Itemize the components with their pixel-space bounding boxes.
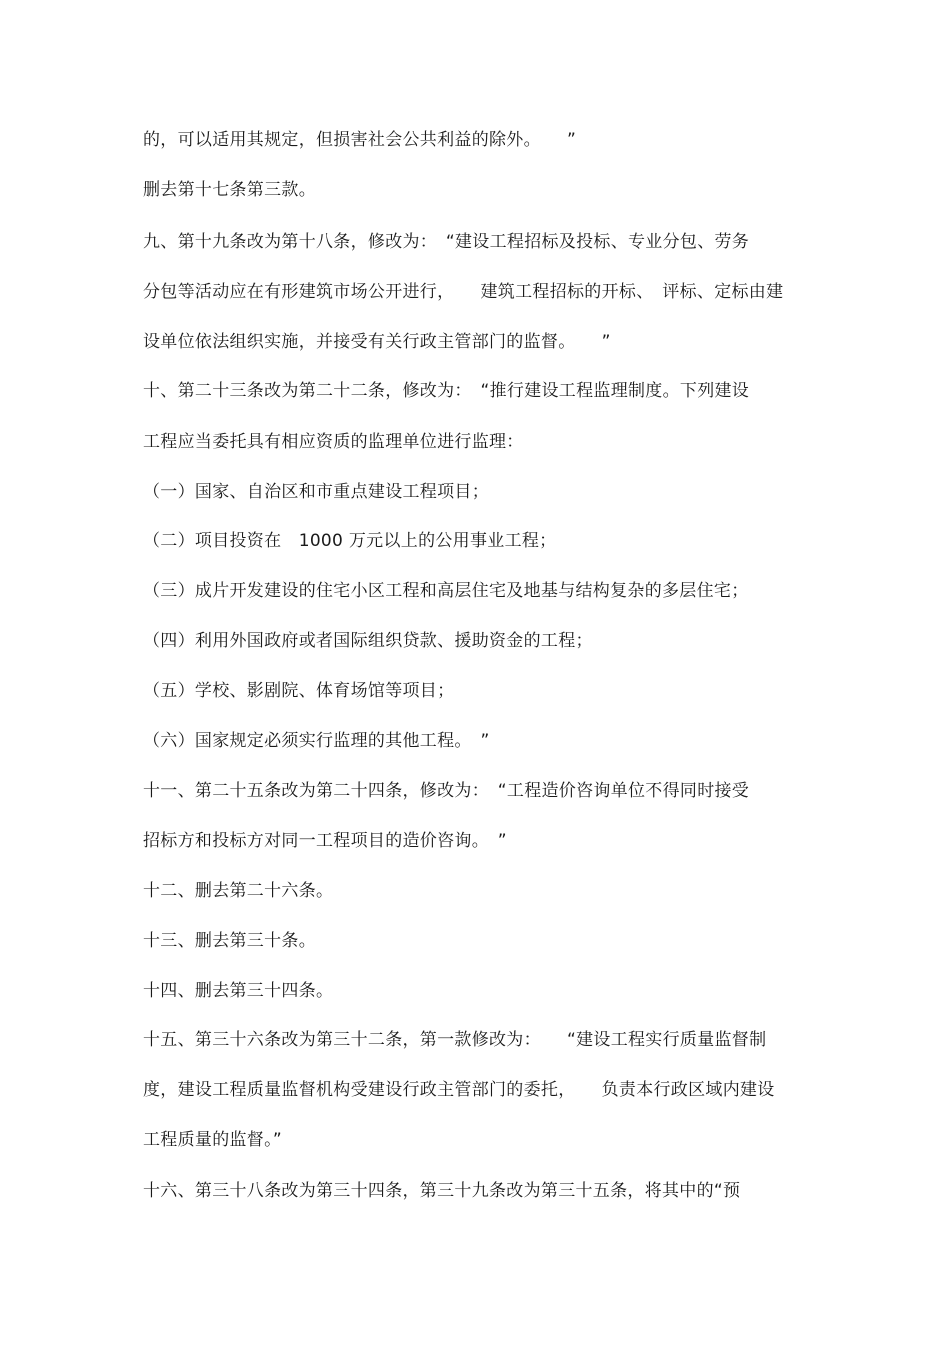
text-line: （五）学校、影剧院、体育场馆等项目； [143, 681, 455, 701]
text-line: 的，可以适用其规定，但损害社会公共利益的除外。 ” [143, 130, 577, 150]
text-line: 十二、删去第二十六条。 [143, 881, 334, 901]
text-line: 十五、第三十六条改为第三十二条，第一款修改为： “建设工程实行质量监督制 [143, 1030, 767, 1050]
text-line: 分包等活动应在有形建筑市场公开进行， 建筑工程招标的开标、 评标、定标由建 [143, 282, 784, 302]
text-line: 工程质量的监督。” [143, 1130, 283, 1150]
text-line: 删去第十七条第三款。 [143, 180, 316, 200]
text-line: （四）利用外国政府或者国际组织贷款、援助资金的工程； [143, 631, 593, 651]
text-line: 十四、删去第三十四条。 [143, 981, 334, 1001]
text-line: 十六、第三十八条改为第三十四条，第三十九条改为第三十五条，将其中的“预 [143, 1181, 741, 1201]
text-line: （二）项目投资在 1000 万元以上的公用事业工程； [143, 531, 557, 551]
text-line: （六）国家规定必须实行监理的其他工程。 ” [143, 731, 490, 751]
text-line: （三）成片开发建设的住宅小区工程和高层住宅及地基与结构复杂的多层住宅； [143, 581, 749, 601]
text-line: 十、第二十三条改为第二十二条，修改为： “推行建设工程监理制度。下列建设 [143, 381, 750, 401]
text-line: 工程应当委托具有相应资质的监理单位进行监理： [143, 432, 524, 452]
text-line: 设单位依法组织实施，并接受有关行政主管部门的监督。 ” [143, 332, 611, 352]
text-line: 十一、第二十五条改为第二十四条，修改为： “工程造价咨询单位不得同时接受 [143, 781, 750, 801]
text-line: 九、第十九条改为第十八条，修改为： “建设工程招标及投标、专业分包、劳务 [143, 232, 750, 252]
text-line: 招标方和投标方对同一工程项目的造价咨询。 ” [143, 831, 507, 851]
text-line: 度，建设工程质量监督机构受建设行政主管部门的委托， 负责本行政区域内建设 [143, 1080, 775, 1100]
text-line: （一）国家、自治区和市重点建设工程项目； [143, 482, 489, 502]
text-line: 十三、删去第三十条。 [143, 931, 316, 951]
